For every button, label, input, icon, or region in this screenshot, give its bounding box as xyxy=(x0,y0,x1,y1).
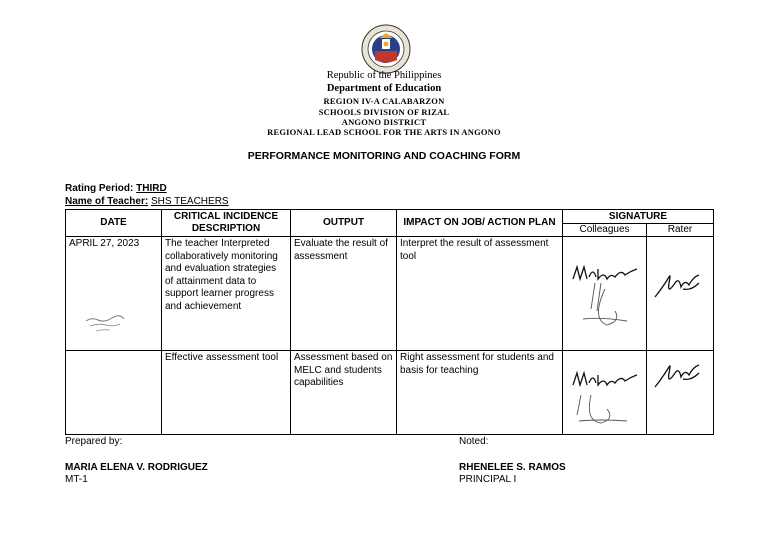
handwritten-signature-icon xyxy=(571,365,641,431)
date-cell xyxy=(66,351,162,435)
handwritten-signature-icon xyxy=(571,259,641,335)
preparer-name: MARIA ELENA V. RODRIGUEZ xyxy=(65,462,208,473)
preparer-title: MT-1 xyxy=(65,474,88,485)
header-impact: IMPACT ON JOB/ ACTION PLAN xyxy=(397,210,563,237)
handwritten-signature-icon xyxy=(653,359,703,393)
header-incident: CRITICAL INCIDENCE DESCRIPTION xyxy=(162,210,291,237)
noter-name: RHENELEE S. RAMOS xyxy=(459,462,566,473)
region-text: REGION IV-A CALABARZON xyxy=(323,96,445,106)
rating-period xyxy=(65,183,167,194)
date-cell xyxy=(66,237,162,351)
republic-text: Republic of the Philippines xyxy=(326,70,442,81)
rater-signature-cell xyxy=(647,351,714,435)
noter-title: PRINCIPAL I xyxy=(459,474,517,485)
header-signature: SIGNATURE xyxy=(563,210,714,224)
header-output: OUTPUT xyxy=(291,210,397,237)
scribble-icon xyxy=(84,311,128,335)
colleague-signature-cell xyxy=(563,237,647,351)
district-text: ANGONO DISTRICT xyxy=(341,117,427,127)
impact-cell: Right assessment for students and basis for teaching xyxy=(397,351,563,435)
coaching-table xyxy=(65,209,714,435)
header-date: DATE xyxy=(66,210,162,237)
deped-seal-icon xyxy=(361,24,411,74)
output-cell: Assessment based on MELC and students capabilities xyxy=(291,351,397,435)
teacher-name xyxy=(65,196,229,207)
handwritten-signature-icon xyxy=(653,269,703,303)
teacher-value: SHS TEACHERS xyxy=(150,196,229,207)
incident-cell: The teacher Interpreted collaboratively monitoring and evaluation strategies of attainment data to support learner progress and achievement xyxy=(162,237,291,351)
rater-signature-cell xyxy=(647,237,714,351)
rating-period-value: THIRD xyxy=(136,183,167,194)
division-text: SCHOOLS DIVISION OF RIZAL xyxy=(318,107,450,117)
table-row xyxy=(66,237,714,351)
date-text: APRIL 27, 2023 xyxy=(69,238,140,249)
form-title: PERFORMANCE MONITORING AND COACHING FORM xyxy=(247,150,521,162)
school-text: REGIONAL LEAD SCHOOL FOR THE ARTS IN ANGONO xyxy=(267,127,501,137)
rating-period-label: Rating Period: xyxy=(65,183,134,194)
colleague-signature-cell xyxy=(563,351,647,435)
header-colleagues: Colleagues xyxy=(563,224,647,237)
impact-cell: Interpret the result of assessment tool xyxy=(397,237,563,351)
noted-label: Noted: xyxy=(459,436,489,447)
prepared-by-label: Prepared by: xyxy=(65,436,123,447)
teacher-label: Name of Teacher: xyxy=(65,196,149,207)
table-row xyxy=(66,351,714,435)
incident-cell: Effective assessment tool xyxy=(162,351,291,435)
output-cell: Evaluate the result of assessment xyxy=(291,237,397,351)
department-text: Department of Education xyxy=(326,83,442,94)
header-rater: Rater xyxy=(647,224,714,237)
